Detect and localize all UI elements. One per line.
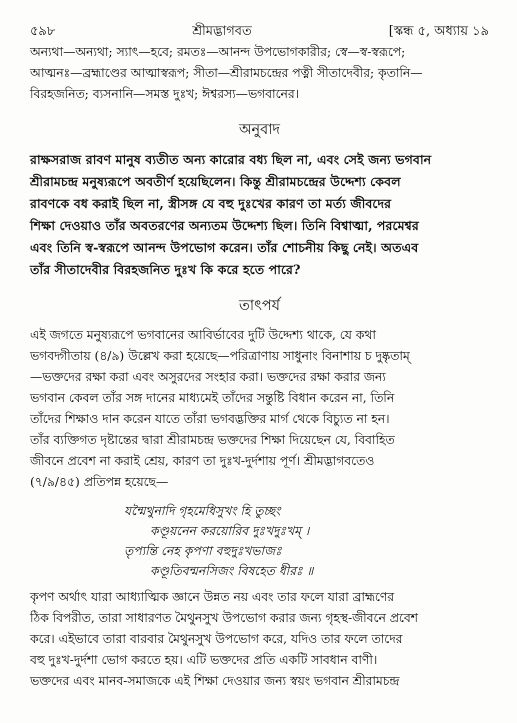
translation-line: রাক্ষসরাজ রাবণ মানুষ ব্যতীত অন্য কারোর বধ্য ছিল না, এবং সেই জন্য ভগবান	[30, 152, 432, 167]
purport-line: তাঁর ব্যক্তিগত দৃষ্টান্তের দ্বারা শ্রীরামচন্দ্র ভক্তদের শিক্ষা দিয়েছেন যে, বিবাহিত	[30, 433, 395, 447]
verse-line: কণ্ডূয়নেন করয়োরিব দুঃখদুঃখম্ ।	[150, 524, 310, 538]
translation-block	[30, 149, 489, 281]
sanskrit-verse	[30, 501, 489, 581]
translation-heading: অনুবাদ	[238, 122, 281, 138]
translation-line: শিক্ষা দেওয়াও তাঁর অবতরণের অন্যতম উদ্দেশ্য ছিল। তিনি বিশ্বাত্মা, পরমেশ্বর	[30, 218, 419, 233]
purport-line: এই জগতে মনুষ্যরূপে ভগবানের আবির্ভাবের দুটি উদ্দেশ্য থাকে, যে কথা	[30, 328, 376, 342]
purport-line: করে। এইভাবে তারা বারবার মৈথুনসুখ উপভোগ করে, যদিও তার ফলে তাদের	[30, 632, 403, 646]
purport-line: কৃপণ অর্থাৎ যারা আধ্যাত্মিক জ্ঞানে উন্নত নয় এবং তার ফলে যারা ব্রাহ্মণের	[30, 590, 395, 604]
purport-line: তাঁদের শিক্ষাও দান করেন যাতে তাঁরা ভগবদ্ভক্তির মার্গ থেকে বিচ্যুত না হন।	[30, 412, 390, 426]
translation-line: শ্রীরামচন্দ্র মনুষ্যরূপে অবতীর্ণ হয়েছিলেন। কিন্তু শ্রীরামচন্দ্রের উদ্দেশ্য কেবল	[30, 174, 401, 189]
purport-line: বহু দুঃখ-দুর্দশা ভোগ করতে হয়। এটি ভক্তদের প্রতি একটি সাবধান বাণী।	[30, 653, 378, 667]
translation-line: তাঁর সীতাদেবীর বিরহজনিত দুঃখ কি করে হতে পারে?	[30, 262, 301, 277]
purport-line: ঠিক বিপরীত, তারা সাধারণত মৈথুনসুখ উপভোগ করার জন্য গৃহস্থ-জীবনে প্রবেশ	[30, 611, 418, 625]
purport-block-1	[30, 325, 489, 493]
page-header	[30, 22, 489, 42]
purport-line: ভগবান কেবল তাঁর সঙ্গ দানের মাধ্যমেই তাঁদের সন্তুষ্টি বিধান করেন না, তিনি	[30, 391, 395, 405]
purport-line: —ভক্তদের রক্ষা করা এবং অসুরদের সংহার করা। ভক্তদের রক্ষা করার জন্য	[30, 370, 386, 384]
translation-line: রাবণকে বধ করাই ছিল না, স্ত্রীসঙ্গ যে বহু দুঃখের কারণ তা মর্ত্য জীবদের	[30, 196, 392, 211]
verse-line: কণ্ডূতিবন্মনসিজং বিষহেত ধীরঃ ॥	[150, 564, 314, 578]
purport-heading: তাৎপর্য	[238, 298, 281, 314]
verse-line: যন্মৈথুনাদি গৃহমেধিসুখং হি তুচ্ছং	[124, 504, 281, 518]
purport-line: (৭/৯/৪৫) প্রতিপন্ন হয়েছে—	[30, 475, 169, 489]
purport-block-2	[30, 587, 489, 692]
verse-line: তৃপ্যন্তি নেহ কৃপণা বহুদুঃখভাজঃ	[124, 544, 282, 558]
purport-line: ভগবদ্গীতায় (৪/৯) উল্লেখ করা হয়েছে—পরিত্রাণায় সাধুনাং বিনাশায় চ দুষ্কৃতাম্	[30, 349, 410, 363]
synonyms-line: অন্যথা—অন্যথা; স্যাৎ—হবে; রমতঃ—আনন্দ উপভোগকারীর; স্বে—স্ব-স্বরূপে;	[30, 45, 406, 59]
purport-line: ভক্তদের এবং মানব-সমাজকে এই শিক্ষা দেওয়ার জন্য স্বয়ং ভগবান শ্রীরামচন্দ্র	[30, 674, 400, 688]
chapter-reference: [স্কন্ধ ৫, অধ্যায় ১৯	[388, 24, 489, 39]
purport-line: জীবনে প্রবেশ না করাই শ্রেয়, কারণ তা দুঃখ-দুর্দশায় পূর্ণ। শ্রীমদ্ভাগবতেও	[30, 454, 375, 468]
book-title: শ্রীমদ্ভাগবত	[192, 24, 252, 39]
page-number: ৫৯৮	[30, 24, 56, 39]
synonyms-block	[30, 42, 489, 105]
synonyms-line: আত্মনঃ—ব্রহ্মাণ্ডের আত্মাস্বরূপ; সীতা—শ্রীরামচন্দ্রের পত্নী সীতাদেবীর; কৃতানি—	[30, 66, 423, 80]
translation-line: এবং তিনি স্ব-স্বরূপে আনন্দ উপভোগ করেন। তাঁর শোচনীয় কিছু নেই। অতএব	[30, 240, 419, 255]
synonyms-line: বিরহজনিত; ব্যসনানি—সমস্ত দুঃখ; ঈশ্বরস্য—ভগবানের।	[30, 87, 300, 101]
